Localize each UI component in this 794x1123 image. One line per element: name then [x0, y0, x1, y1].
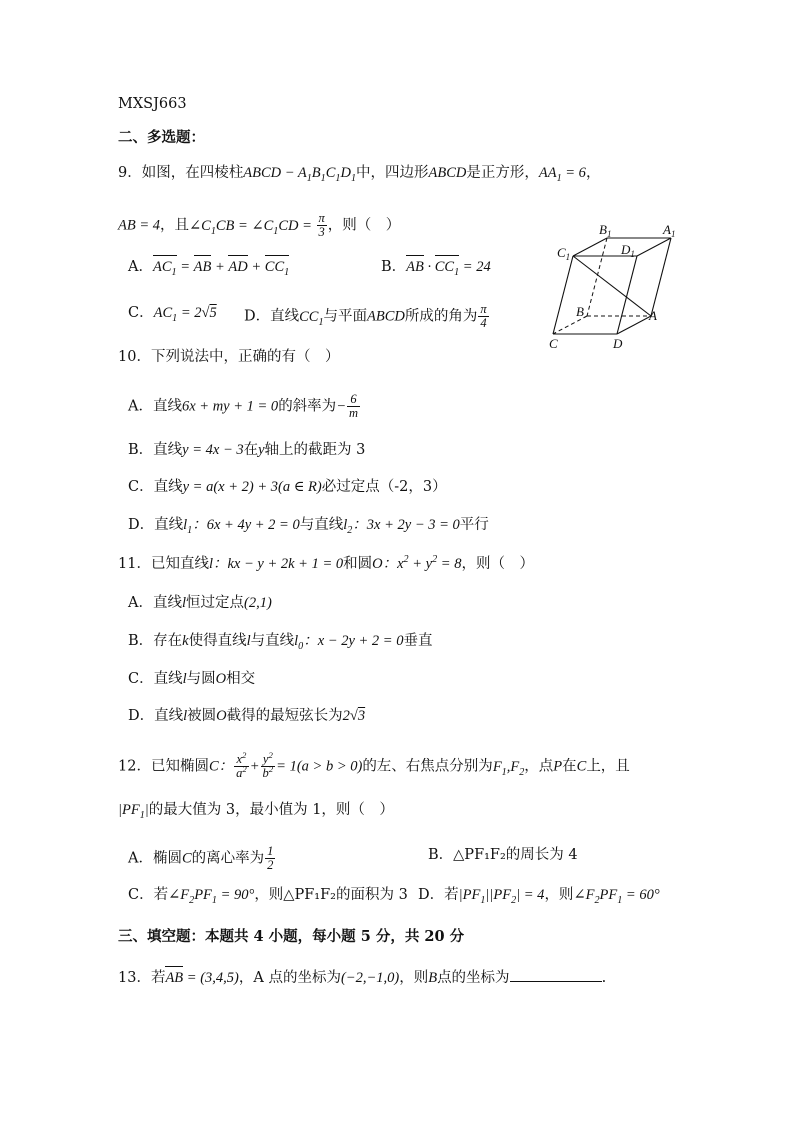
q10-option-b[interactable]: B．直线y = 4x − 3在y轴上的截距为 3	[128, 442, 366, 458]
q12-option-b[interactable]: B．△PF₁F₂的周长为 4	[428, 847, 578, 863]
q11-option-d[interactable]: D．直线l被圆O截得的最短弦长为2√3	[128, 708, 366, 724]
q9-option-a-math: $AC_1$ = AB + AD + $CC_1$	[152, 259, 290, 278]
q9-prism-math: ABCD − $A_1B_1C_1D_1$	[243, 165, 356, 184]
q10-number: 10．	[118, 349, 151, 365]
q9-pi-over-4: $\frac{\pi}{4}$	[480, 302, 487, 330]
option-label: B．	[128, 633, 154, 649]
label-a: A	[649, 308, 657, 323]
option-label: D．	[128, 708, 155, 724]
q9-angles-math: $\angle C_1CB$ = $\angle C_1CD$ =	[189, 217, 316, 237]
q10-fraction: $\frac{6}{m}$	[348, 392, 359, 420]
q12-option-a[interactable]: A．椭圆C的离心率为 $\frac{1}{2}$	[128, 844, 274, 872]
q10-option-a[interactable]: A．直线6x + my + 1 = 0的斜率为− $\frac{6}{m}$	[128, 392, 359, 420]
question-10-stem: 10．下列说法中，正确的有（ ）	[118, 349, 340, 365]
q9-text: 是正方形，	[466, 165, 539, 181]
section-fill-blank-title: 三、填空题：本题共 4 小题，每小题 5 分，共 20 分	[118, 928, 465, 945]
q9-text: ，则（ ）	[327, 217, 401, 234]
option-label: A．	[128, 595, 153, 611]
q11-option-a[interactable]: A．直线l恒过定点(2,1)	[128, 595, 272, 611]
edge-a1-d1	[637, 238, 671, 256]
q9-cc1-math: $CC_1$	[299, 308, 324, 328]
q13-number: 13．	[118, 970, 151, 986]
question-12-stem-line2: $|PF_1|$的最大值为 3，最小值为 1，则（ ）	[118, 802, 394, 821]
edge-d-a	[617, 316, 651, 334]
question-9-line2	[118, 212, 400, 239]
edge-d1-d	[617, 256, 637, 334]
q9-option-b[interactable]	[381, 257, 491, 277]
option-label: C．	[128, 887, 154, 903]
prism-figure	[545, 222, 685, 352]
option-label: C．	[128, 671, 154, 687]
question-12-stem: 12．已知椭圆C： $\frac{x^2}{a^2}$ + $\frac{y^2}{b^2}$ = 1(a > b > 0)的左、右焦点分别为$F_1,F_2$，点P在C上，且	[118, 749, 630, 780]
q10-option-c[interactable]: C．直线y = a(x + 2) + 3(a ∈ R)必过定点（-2，3）	[128, 479, 447, 495]
q9-option-c-math: $AC_1 = 2√5$	[153, 305, 217, 324]
q9-number: 9．	[118, 165, 142, 181]
q9-aa1-math: $AA_1 = 6$	[538, 165, 586, 184]
q11-option-b[interactable]: B．存在k使得直线l与直线$l_0$：x − 2y + 2 = 0垂直	[128, 633, 433, 652]
option-label: C．	[128, 479, 154, 495]
q9-text: 中，四边形	[356, 165, 429, 181]
option-label: B．	[428, 847, 454, 863]
edge-c1-b1	[573, 238, 607, 256]
q9-ab-math: AB = 4	[118, 217, 160, 234]
option-label: D．	[418, 887, 445, 903]
diagonal-c1-a	[573, 256, 651, 316]
label-d: D	[613, 336, 623, 351]
q9-option-a[interactable]	[128, 257, 289, 277]
q9-option-d[interactable]: D．直线$CC_1$与平面ABCD所成的角为 $\frac{\pi}{4}$	[244, 302, 487, 330]
option-label: A．	[128, 259, 153, 275]
q9-text: ，且	[160, 217, 189, 234]
q9-option-b-math: AB · $CC_1 = 24$	[406, 259, 491, 278]
option-label: A．	[128, 398, 153, 415]
q9-abcd-math: ABCD	[428, 165, 467, 181]
option-label: C．	[128, 305, 154, 321]
label-c: C	[549, 336, 558, 351]
edge-a1-a	[651, 238, 671, 316]
q12-number: 12．	[118, 758, 151, 775]
q9-text: 如图，在四棱柱	[141, 165, 244, 181]
option-label: A．	[128, 850, 153, 867]
option-label: D．	[128, 517, 155, 533]
label-b1: $B_1$	[599, 222, 612, 239]
q11-option-c[interactable]: C．直线l与圆O相交	[128, 671, 256, 687]
q12-y-frac: $\frac{y^2}{b^2}$	[262, 749, 274, 780]
doc-code: MXSJ663	[118, 96, 187, 112]
option-label: D．	[244, 308, 271, 325]
label-c1: $C_1$	[557, 245, 571, 262]
q12-option-c[interactable]: C．若$\angle F_2PF_1 = 90^\circ$，则△PF₁F₂的面积为 3	[128, 887, 408, 906]
q9-pi-over-3: $\frac{\pi}{3}$	[318, 211, 325, 239]
label-b: B	[576, 304, 584, 319]
edge-c1-c	[553, 256, 573, 334]
question-13: 13．若AB = (3,4,5)，A 点的坐标为(−2,−1,0)，则B点的坐标为 .	[118, 967, 606, 988]
label-d1: $D_1$	[621, 242, 635, 259]
label-a1: $A_1$	[663, 222, 676, 239]
q11-number: 11．	[118, 556, 151, 572]
question-11-stem: 11．已知直线l：kx − y + 2k + 1 = 0和圆O：$x^2 + y^2 = 8$，则（ ）	[118, 554, 534, 572]
option-label: B．	[381, 259, 407, 275]
answer-blank[interactable]	[510, 967, 602, 982]
option-label: B．	[128, 442, 154, 458]
q12-option-d[interactable]: D．若$|PF_1||PF_2| = 4$，则$\angle F_2PF_1 = 60^\circ$	[418, 887, 660, 906]
q12-x-frac: $\frac{x^2}{a^2}$	[236, 749, 247, 780]
question-9-line1: 9．如图，在四棱柱ABCD − $A_1B_1C_1D_1$中，四边形ABCD是正方形，$AA_1 = 6$，	[118, 165, 601, 184]
q12-half: $\frac{1}{2}$	[267, 844, 274, 872]
section-multi-choice-title: 二、多选题：	[118, 129, 205, 146]
q9-option-c[interactable]	[128, 303, 217, 323]
q10-option-d[interactable]: D．直线$l_1$：6x + 4y + 2 = 0与直线$l_2$：3x + 2y − 3 = 0平行	[128, 517, 489, 536]
hidden-edge-b1-b	[587, 238, 607, 316]
